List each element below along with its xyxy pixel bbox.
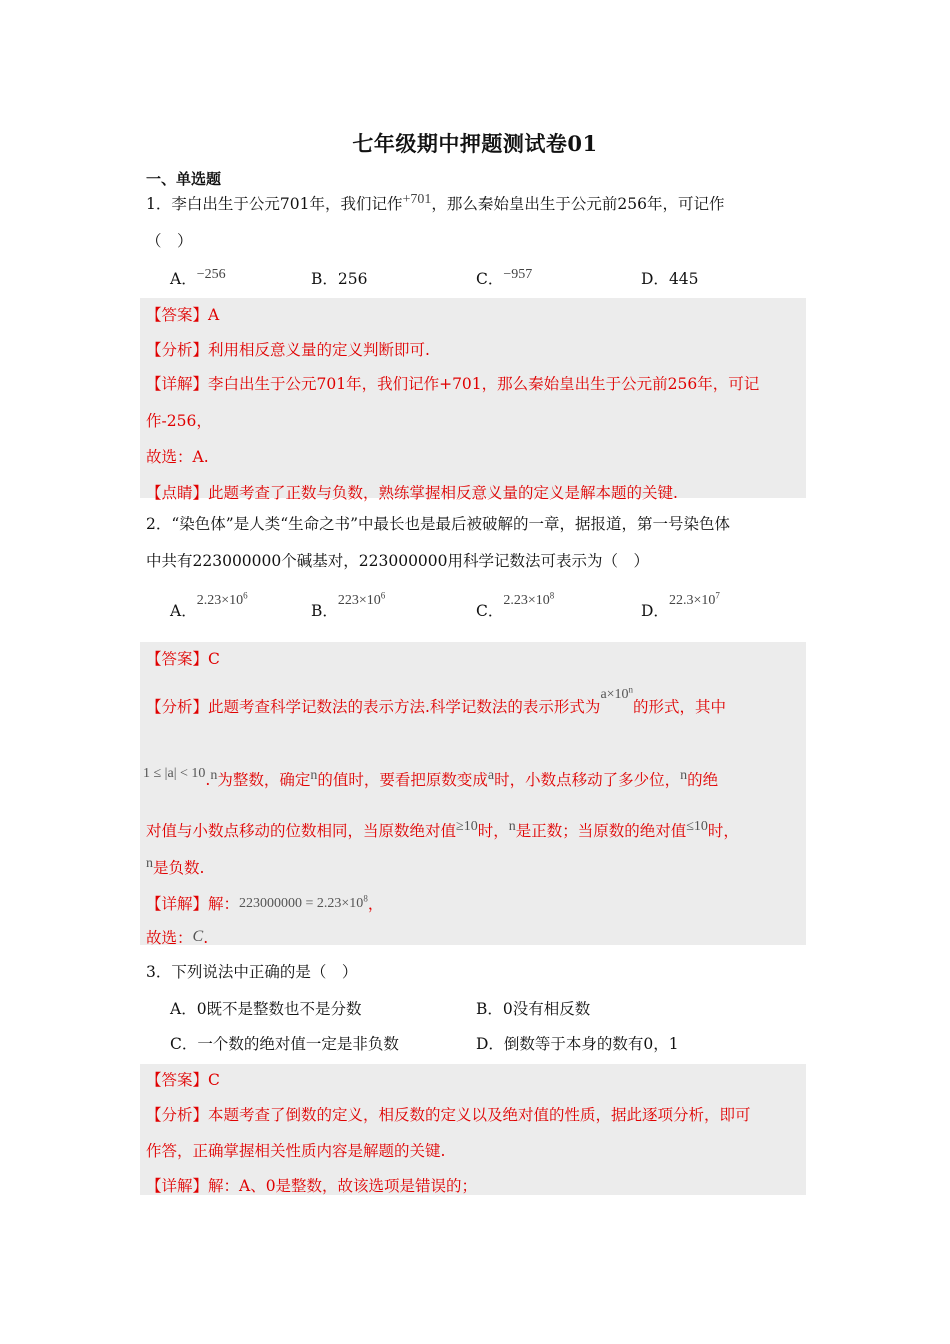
analysis-math: n [310, 768, 318, 783]
question-1-text [146, 194, 724, 216]
analysis-text: 【分析】此题考查科学记数法的表示方法.科学记数法的表示形式为 [146, 698, 601, 716]
option-math: 2.23×10 [503, 593, 550, 608]
option-label: A． [170, 602, 197, 620]
q3-analysis-line1: 【分析】本题考查了倒数的定义，相反数的定义以及绝对值的性质，据此逐项分析，即可 [146, 1106, 751, 1124]
analysis-text: 的形式，其中 [633, 698, 727, 716]
analysis-text: 对值与小数点移动的位数相同，当原数绝对值 [146, 822, 457, 840]
detail-exponent: 8 [363, 893, 368, 904]
q1-text-part: 1．李白出生于公元701年，我们记作 [146, 195, 403, 213]
q1-detail-line1: 【详解】李白出生于公元701年，我们记作+701，那么秦始皇出生于公元前256年，可记 [146, 375, 760, 393]
detail-math: 223000000 = 2.23×10 [239, 896, 364, 911]
q3-analysis-line2: 作答，正确掌握相关性质内容是解题的关键. [146, 1142, 446, 1160]
option-math: −256 [196, 267, 226, 282]
option-label: C． [476, 270, 504, 288]
q3-option-b: B．0没有相反数 [476, 1000, 591, 1018]
analysis-exponent: n [628, 684, 634, 695]
option-text: 256 [337, 270, 368, 288]
question-3-text: 3．下列说法中正确的是（ ） [146, 963, 358, 981]
analysis-text: 时，小数点移动了多少位， [494, 771, 681, 789]
option-math: 2.23×10 [196, 593, 244, 608]
choose-text: . [203, 929, 209, 947]
question-2-line2: 中共有223000000个碱基对，223000000用科学记数法可表示为（ ） [146, 552, 650, 570]
q2-option-d [641, 590, 720, 621]
option-exponent: 6 [243, 590, 248, 601]
q1-option-b [311, 267, 367, 289]
analysis-text: . [205, 771, 211, 789]
option-text: 445 [668, 270, 699, 288]
analysis-text: 的值时，要看把原数变成 [317, 771, 488, 789]
option-math: 22.3×10 [668, 593, 716, 608]
q1-choose: 故选：A. [146, 448, 209, 466]
option-exponent: 8 [549, 590, 555, 601]
option-exponent: 6 [380, 590, 386, 601]
question-1-paren: （ ） [146, 232, 193, 250]
analysis-text: 是正数；当原数的绝对值 [515, 822, 687, 840]
detail-text: ， [367, 895, 384, 913]
q1-option-c [476, 267, 532, 289]
option-label: D． [641, 270, 669, 288]
q1-text-part: ，那么秦始皇出生于公元前256年，可记作 [431, 195, 725, 213]
q2-option-b [311, 590, 386, 621]
q1-comment: 【点睛】此题考查了正数与负数，熟练掌握相反意义量的定义是解本题的关键. [146, 484, 678, 502]
option-label: A． [170, 270, 197, 288]
detail-text: 【详解】解： [146, 895, 240, 913]
q1-answer: 【答案】A [146, 306, 220, 324]
q2-option-a [170, 590, 248, 621]
q1-option-d [641, 267, 699, 289]
option-label: D． [641, 602, 669, 620]
page-title: 七年级期中押题测试卷01 [352, 131, 598, 156]
q1-answer-box [140, 298, 806, 498]
option-exponent: 7 [715, 590, 720, 601]
q2-analysis-line2 [143, 768, 718, 790]
q2-option-c [476, 590, 555, 621]
q1-detail-line2: 作-256， [146, 412, 212, 430]
question-2-line1: 2．“染色体”是人类“生命之书”中最长也是最后被破解的一章，据报道，第一号染色体 [146, 515, 731, 533]
q1-math: +701 [402, 192, 432, 207]
analysis-math: n [680, 768, 688, 783]
analysis-math: n [146, 856, 153, 871]
q3-detail: 【详解】解：A、0是整数，故该选项是错误的； [146, 1177, 478, 1195]
analysis-math: a [487, 768, 495, 783]
q2-answer: 【答案】C [146, 650, 220, 668]
q3-option-a: A．0既不是整数也不是分数 [170, 1000, 362, 1018]
option-math: 223×10 [337, 593, 381, 608]
option-math: −957 [503, 267, 533, 282]
option-label: B． [311, 270, 338, 288]
analysis-math: ≥10 [456, 819, 478, 834]
q2-choose [146, 926, 208, 948]
section-heading: 一、单选题 [146, 170, 222, 188]
choose-text: 故选： [146, 929, 193, 947]
q3-answer: 【答案】C [146, 1071, 220, 1089]
analysis-text: 时， [707, 822, 739, 840]
choose-math: C [192, 928, 204, 945]
q2-detail [146, 892, 383, 914]
analysis-text: 时， [477, 822, 509, 840]
q1-option-a [170, 267, 226, 289]
option-label: B． [311, 602, 338, 620]
q1-analysis: 【分析】利用相反意义量的定义判断即可. [146, 341, 430, 359]
analysis-math: n [508, 819, 516, 834]
q2-analysis-line3 [146, 819, 739, 841]
q3-option-c: C．一个数的绝对值一定是非负数 [170, 1035, 399, 1053]
analysis-math: a×10 [600, 687, 629, 702]
analysis-math: ≤10 [686, 819, 708, 834]
analysis-math: n [210, 768, 218, 783]
analysis-math: 1 ≤ |a| < 10 [143, 766, 206, 781]
analysis-text: 为整数，确定 [217, 771, 311, 789]
analysis-text: 是负数. [153, 859, 205, 877]
analysis-text: 的绝 [687, 771, 719, 789]
q2-analysis-line4 [146, 856, 204, 878]
q3-option-d: D．倒数等于本身的数有0，1 [476, 1035, 679, 1053]
option-label: C． [476, 602, 504, 620]
